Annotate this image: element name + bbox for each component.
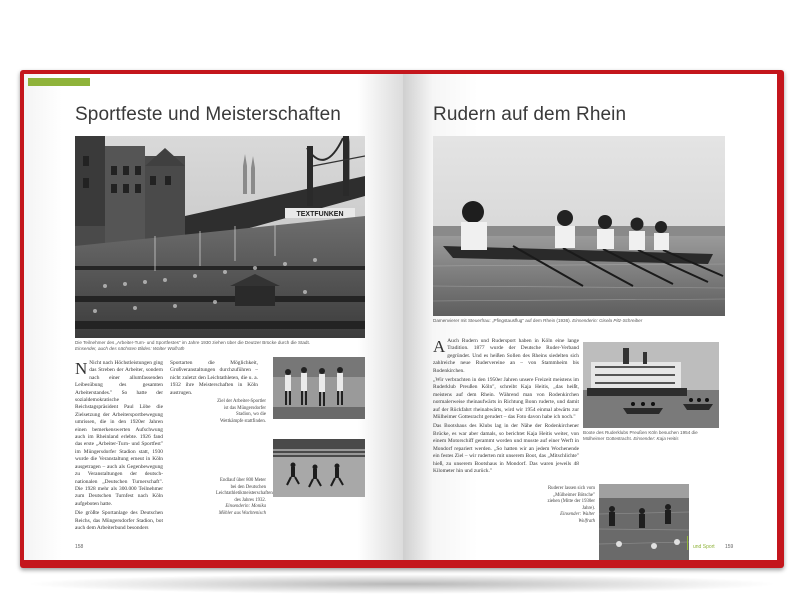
- parade-photo: [75, 136, 365, 338]
- steamship-caption: Boote des Ruderklubs Preußen Köln besuchen 1954 die Mülheimer Gottestracht. Einsender: Kaja Heitis: [583, 430, 698, 441]
- right-page-number: 159: [725, 544, 734, 550]
- right-page: [403, 74, 777, 560]
- rowing-caption: Damenvierer mit Steuerfrau: „Pfingstausflug" auf dem Rhein (1936). Einsenderin: Gisela Pitz-Schreiber: [433, 318, 643, 323]
- banner-text: TEXTFUNKEN: [296, 211, 344, 218]
- towing-photo: [599, 484, 689, 560]
- gymnasts-caption: Ziel der Arbeiter-Sportler ist das Müngersdorfer Stadion, wo die Wettkämpfe stattfinden.: [217, 399, 266, 424]
- drop-cap: N: [75, 359, 88, 378]
- left-page-number: 158: [75, 544, 84, 550]
- right-page-title: Rudern auf dem Rhein: [433, 104, 627, 125]
- runners-photo: [273, 439, 365, 497]
- towing-caption: Ruderer lassen sich vom „Mülheimer Bötsche" ziehen (Mitte der 1930er Jahre). Einsender: Walter Wolfrath: [547, 486, 595, 524]
- rowing-photo: [433, 136, 725, 316]
- section-divider: [687, 536, 688, 550]
- accent-bar: [28, 78, 90, 86]
- steamship-photo: [583, 342, 719, 428]
- gymnasts-photo: [273, 357, 365, 419]
- parade-caption: Die Teilnehmer des „Arbeiter-Turn- und Sportfestes" im Jahre 1930 ziehen über die Deutzer Brücke durch die Stadt. Einsender, auch des nächsten Bildes: Walter Wolfrath: [75, 340, 311, 351]
- drop-cap: A: [433, 337, 446, 356]
- section-tag: und Sport: [693, 544, 715, 550]
- left-page-title: Sportfeste und Meisterschaften: [75, 104, 341, 125]
- left-body-column-1: N Nicht nach Höchstleistungen ging das Streben der Arbeiter, sondern nach einer allumfassenden Leibesübung des gesamten Arbeiterstandes." So hatte der sozialdemokratische Reichstagspräsident Paul Löbe die Zielsetzung der Arbeitersportbewegung umrissen, die in den 1920er Jahren einen bemerkenswerten Aufschwung auch im Rheinland erlebte. 1926 fand das erste „Arbeiter-Turn- und Sportfest" im Müngersdorfer Stadion statt, 1930 wurde die Veranstaltung erneut in Köln ausgetragen – auch als Gegenbewegung zu Veranstaltungen der deutsch-nationalen „Deutschen Turnerschaft". Die 1928 mehr als 300.000 Teilnehmer zum Deutschen Turnfest nach Köln aufgeboten hatte. Die größte Sportanlage des Deutschen Reichs, das Müngersdorfer Stadion, bot auch dem Arbeiterbund besonders: [75, 359, 163, 531]
- left-body-column-2: Sportarten die Möglichkeit, Großveranstaltungen durchzuführen – nicht zuletzt den Leichtathleten, die u. a. 1932 ihre Meisterschaften in Köln austrugen.: [170, 360, 258, 396]
- left-page: [24, 74, 403, 560]
- runners-caption: Endlauf über 800 Meter bei den Deutschen Leichtathletikmeisterschaften des Jahres 1932. Einsenderin: Monika Möhler aus Wachtenisch: [216, 478, 273, 516]
- right-body: A Auch Rudern und Rudersport haben in Köln eine lange Tradition. 1877 wurde der Deutsche Ruder-Verband gegründet. Und es heißen Sollen des Rheins siedelten sich zahlreiche neue Rudervereine an – von Stammheim bis Rodenkirchen. „Wir verbrachten in den 1950er Jahren unsere Freizeit meistens im Ruderklub Preußen Köln", schreibt Kaja Heitis, „das heißt, meistens auf dem Rhein. Während man von Rodenkirchen normalerweise rheinaufwärts in Richtung Bonn ruderte, und damit auf der Rückfahrt rheinabwärts, wird wir 1954 einmal abwärts zur Mülheimer Gottesracht gerudert – das Foto davon habe ich noch." Das Bootshaus des Klubs lag in der Nähe der Rodenkirchener Brücke, es war aber damals, so berichtet Kaja Heitis weiter, von einem Motorschiff gerammt worden und musste auf einer Werft in Mondorf repariert werden. „So hatten wir an jedem Wochenende ein festes Ziel – wir ruderten mit unserem Boot, das „Mitschlichte" hieß, zu unserem Bootshaus in Mondorf. Das waren jeweils 48 Kilometer hin und zurück.": [433, 337, 579, 474]
- book-shadow: [24, 574, 780, 594]
